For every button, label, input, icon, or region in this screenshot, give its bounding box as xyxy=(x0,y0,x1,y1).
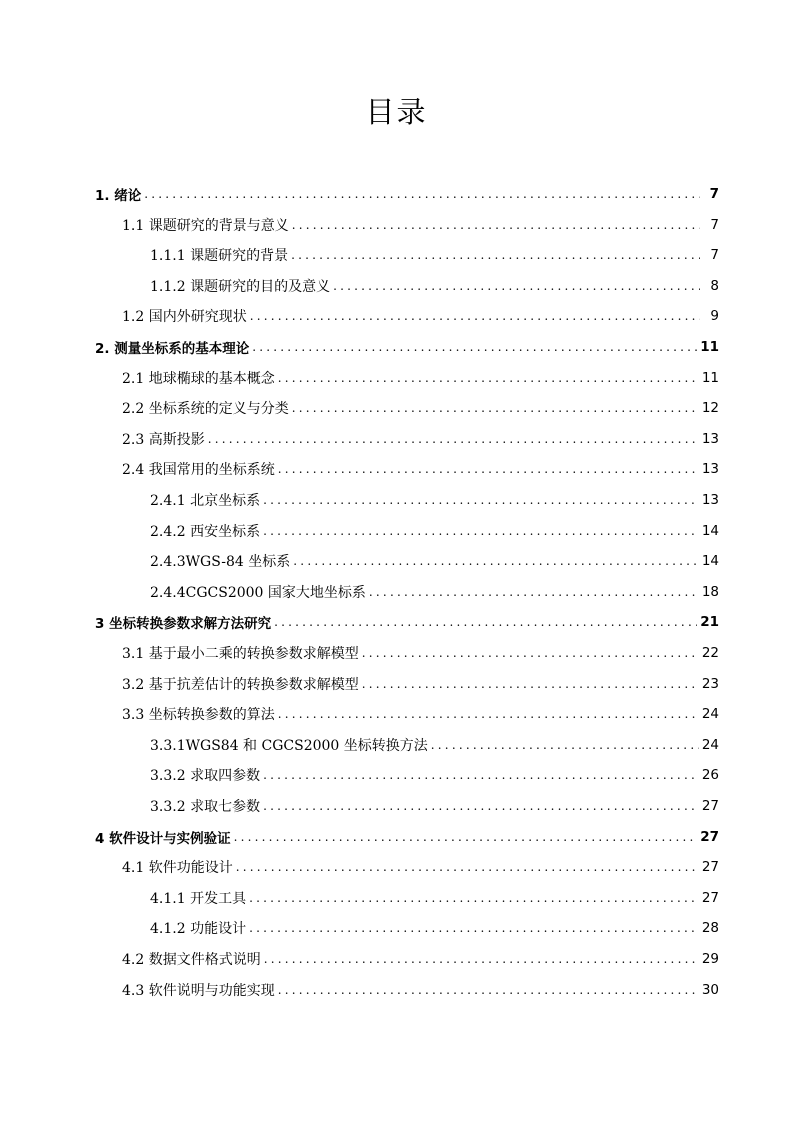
toc-entry-label: 2.2 坐标系统的定义与分类 xyxy=(122,400,289,417)
toc-entry-page: 9 xyxy=(710,307,719,324)
toc-dot-leader xyxy=(362,637,699,668)
toc-entry-label: 2. 测量坐标系的基本理论 xyxy=(95,340,250,357)
toc-entry-page: 13 xyxy=(701,430,719,447)
toc-entry[interactable] xyxy=(122,392,719,423)
toc-dot-leader xyxy=(291,239,700,270)
toc-entry-label: 1.1.1 课题研究的背景 xyxy=(150,247,289,264)
toc-dot-leader xyxy=(263,515,699,546)
toc-entry-page: 24 xyxy=(701,736,719,753)
toc-dot-leader xyxy=(263,790,699,821)
toc-entry-page: 11 xyxy=(700,338,719,355)
toc-dot-leader xyxy=(278,698,699,729)
toc-entry-label: 4.1 软件功能设计 xyxy=(122,859,233,876)
toc-entry[interactable] xyxy=(122,637,719,668)
toc-dot-leader xyxy=(263,484,699,515)
toc-entry-label: 2.3 高斯投影 xyxy=(122,431,205,448)
toc-entry[interactable] xyxy=(95,821,719,852)
toc-dot-leader xyxy=(362,668,699,699)
toc-entry[interactable] xyxy=(150,484,719,515)
toc-entry[interactable] xyxy=(150,790,719,821)
toc-dot-leader xyxy=(252,331,697,362)
toc-entry[interactable] xyxy=(150,515,719,546)
toc-entry-label: 4.3 软件说明与功能实现 xyxy=(122,982,275,999)
toc-dot-leader xyxy=(249,912,699,943)
toc-entry-label: 2.4 我国常用的坐标系统 xyxy=(122,461,275,478)
toc-dot-leader xyxy=(250,300,700,331)
toc-entry-label: 3.3.2 求取四参数 xyxy=(150,767,261,784)
toc-entry-label: 2.1 地球椭球的基本概念 xyxy=(122,370,275,387)
toc-entry-page: 27 xyxy=(700,828,719,845)
toc-entry-page: 30 xyxy=(701,981,719,998)
toc-dot-leader xyxy=(234,821,698,852)
toc-dot-leader xyxy=(263,759,699,790)
toc-entry-label: 1.2 国内外研究现状 xyxy=(122,308,247,325)
toc-dot-leader xyxy=(144,178,700,209)
toc-dot-leader xyxy=(292,392,699,423)
toc-entry-label: 4.1.2 功能设计 xyxy=(150,920,247,937)
toc-entry-page: 27 xyxy=(701,889,719,906)
toc-entry[interactable] xyxy=(150,545,719,576)
toc-entry[interactable] xyxy=(150,729,719,760)
toc-entry[interactable] xyxy=(122,423,719,454)
toc-entry[interactable] xyxy=(95,331,719,362)
toc-entry-page: 26 xyxy=(701,766,719,783)
toc-dot-leader xyxy=(293,545,699,576)
toc-dot-leader xyxy=(236,851,699,882)
page-title: 目录 xyxy=(365,95,428,129)
toc-dot-leader xyxy=(208,423,699,454)
toc-entry[interactable] xyxy=(122,851,719,882)
toc-dot-leader xyxy=(278,974,699,1005)
toc-entry[interactable] xyxy=(150,912,719,943)
toc-entry[interactable] xyxy=(122,209,719,240)
toc-entry-page: 12 xyxy=(701,399,719,416)
toc-entry[interactable] xyxy=(122,362,719,393)
toc-entry-label: 3 坐标转换参数求解方法研究 xyxy=(95,615,272,632)
toc-dot-leader xyxy=(292,209,700,240)
toc-entry-label: 3.2 基于抗差估计的转换参数求解模型 xyxy=(122,676,359,693)
toc-entry-label: 3.1 基于最小二乘的转换参数求解模型 xyxy=(122,645,359,662)
toc-entry-label: 1. 绪论 xyxy=(95,187,142,204)
toc-entry[interactable] xyxy=(95,606,719,637)
toc-entry-label: 4.1.1 开发工具 xyxy=(150,890,247,907)
toc-entry[interactable] xyxy=(150,882,719,913)
toc-entry-page: 7 xyxy=(710,246,719,263)
toc-entry-page: 24 xyxy=(701,705,719,722)
toc-entry-page: 23 xyxy=(701,675,719,692)
toc-entry-label: 3.3 坐标转换参数的算法 xyxy=(122,706,275,723)
toc-entry[interactable] xyxy=(122,698,719,729)
toc-entry-page: 27 xyxy=(701,797,719,814)
toc-entry-label: 4.2 数据文件格式说明 xyxy=(122,951,261,968)
toc-entry-page: 27 xyxy=(701,858,719,875)
toc-dot-leader xyxy=(278,453,699,484)
toc-entry-label: 1.1.2 课题研究的目的及意义 xyxy=(150,278,331,295)
toc-entry[interactable] xyxy=(150,576,719,607)
toc-entry-page: 14 xyxy=(701,522,719,539)
toc-entry-page: 21 xyxy=(700,613,719,630)
toc-entry-label: 2.4.2 西安坐标系 xyxy=(150,523,261,540)
toc-entry-page: 7 xyxy=(710,216,719,233)
toc-entry-page: 22 xyxy=(701,644,719,661)
toc-dot-leader xyxy=(274,606,697,637)
toc-entry-page: 8 xyxy=(710,277,719,294)
toc-entry[interactable] xyxy=(122,453,719,484)
toc-entry-page: 11 xyxy=(701,369,719,386)
toc-entry[interactable] xyxy=(150,759,719,790)
toc-entry-page: 13 xyxy=(701,491,719,508)
toc-dot-leader xyxy=(278,362,699,393)
toc-entry[interactable] xyxy=(122,300,719,331)
toc-entry-label: 2.4.3WGS-84 坐标系 xyxy=(150,553,291,570)
toc-entry-page: 18 xyxy=(701,583,719,600)
toc-entry-label: 1.1 课题研究的背景与意义 xyxy=(122,217,289,234)
toc-entry[interactable] xyxy=(122,974,719,1005)
toc-entry-page: 28 xyxy=(701,919,719,936)
toc-entry[interactable] xyxy=(122,943,719,974)
toc-entry-page: 14 xyxy=(701,552,719,569)
toc-dot-leader xyxy=(369,576,699,607)
toc-dot-leader xyxy=(333,270,700,301)
toc-dot-leader xyxy=(431,729,699,760)
toc-entry-page: 7 xyxy=(709,185,719,202)
toc-entry[interactable] xyxy=(150,239,719,270)
toc-dot-leader xyxy=(264,943,699,974)
toc-entry-label: 2.4.4CGCS2000 国家大地坐标系 xyxy=(150,584,366,601)
toc-entry-label: 4 软件设计与实例验证 xyxy=(95,830,231,847)
toc-entry-label: 2.4.1 北京坐标系 xyxy=(150,492,261,509)
toc-entry[interactable] xyxy=(122,668,719,699)
toc-dot-leader xyxy=(249,882,699,913)
toc-entry-label: 3.3.2 求取七参数 xyxy=(150,798,261,815)
toc-entry[interactable] xyxy=(95,178,719,209)
toc-entry-label: 3.3.1WGS84 和 CGCS2000 坐标转换方法 xyxy=(150,737,428,754)
toc-entry-page: 29 xyxy=(701,950,719,967)
toc-entry-page: 13 xyxy=(701,460,719,477)
toc-entry[interactable] xyxy=(150,270,719,301)
